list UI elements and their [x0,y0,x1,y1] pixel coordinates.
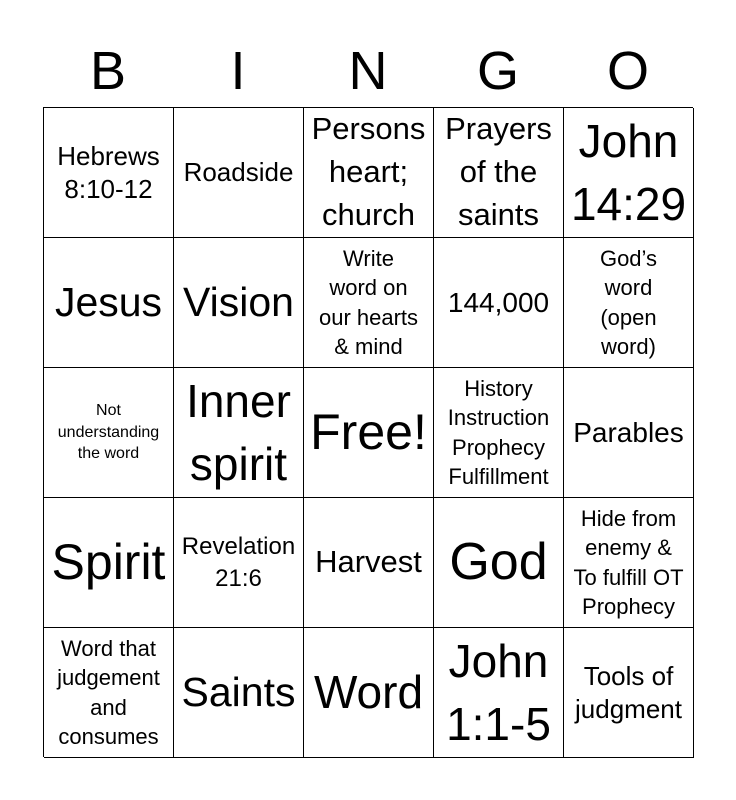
cell-text: Word [313,666,424,719]
free-space[interactable] [304,368,434,498]
bingo-cell[interactable] [44,108,174,238]
bingo-cell[interactable] [564,108,694,238]
cell-text: Spirit [51,534,166,590]
cell-text: Hide from enemy & To fulfill OT Prophecy [573,506,684,619]
bingo-cell[interactable] [564,238,694,368]
header-letter-o: O [606,41,649,101]
bingo-cell[interactable] [564,628,694,758]
cell-text: Persons heart; church [311,111,426,232]
bingo-board [43,107,693,757]
bingo-cell[interactable] [44,368,174,498]
cell-text: God’s word (open word) [599,246,658,359]
cell-text: Hebrews 8:10-12 [57,141,160,204]
bingo-cell[interactable] [304,108,434,238]
bingo-cell[interactable] [44,238,174,368]
bingo-cell[interactable] [174,238,304,368]
bingo-cell[interactable] [564,368,694,498]
cell-text: Roadside [183,157,294,188]
bingo-cell[interactable] [44,498,174,628]
cell-text: Parables [573,416,684,448]
bingo-cell[interactable] [304,628,434,758]
cell-text: Not understanding the word [57,402,160,463]
bingo-cell[interactable] [434,108,564,238]
cell-text: Vision [183,278,294,325]
bingo-header [43,34,693,108]
cell-text: Write word on our hearts & mind [318,246,419,359]
cell-text: Word that judgement and consumes [57,636,160,749]
bingo-cell[interactable] [174,108,304,238]
cell-text: Harvest [315,544,422,580]
bingo-cell[interactable] [174,368,304,498]
bingo-cell[interactable] [564,498,694,628]
header-letter-i: I [230,41,246,101]
bingo-cell[interactable] [434,498,564,628]
cell-text: Prayers of the saints [445,111,552,232]
cell-text: 144,000 [447,286,550,318]
cell-text: Jesus [54,278,163,325]
bingo-cell[interactable] [44,628,174,758]
bingo-cell[interactable] [304,238,434,368]
bingo-cell[interactable] [174,498,304,628]
cell-text: Free! [310,404,427,460]
cell-text: God [449,532,548,591]
cell-text: Inner spirit [186,374,291,490]
cell-text: Revelation 21:6 [181,532,296,592]
cell-text: Tools of judgment [575,661,682,724]
cell-text: History Instruction Prophecy Fulfillment [447,376,550,489]
header-letter-g: G [476,41,519,101]
bingo-cell[interactable] [434,628,564,758]
header-letter-b: B [89,41,127,101]
cell-text: John 14:29 [570,114,687,230]
bingo-cell[interactable] [304,498,434,628]
header-letter-n: N [348,41,388,101]
bingo-cell[interactable] [174,628,304,758]
bingo-cell[interactable] [434,238,564,368]
bingo-cell[interactable] [434,368,564,498]
cell-text: John 1:1-5 [446,634,551,750]
cell-text: Saints [181,668,296,715]
